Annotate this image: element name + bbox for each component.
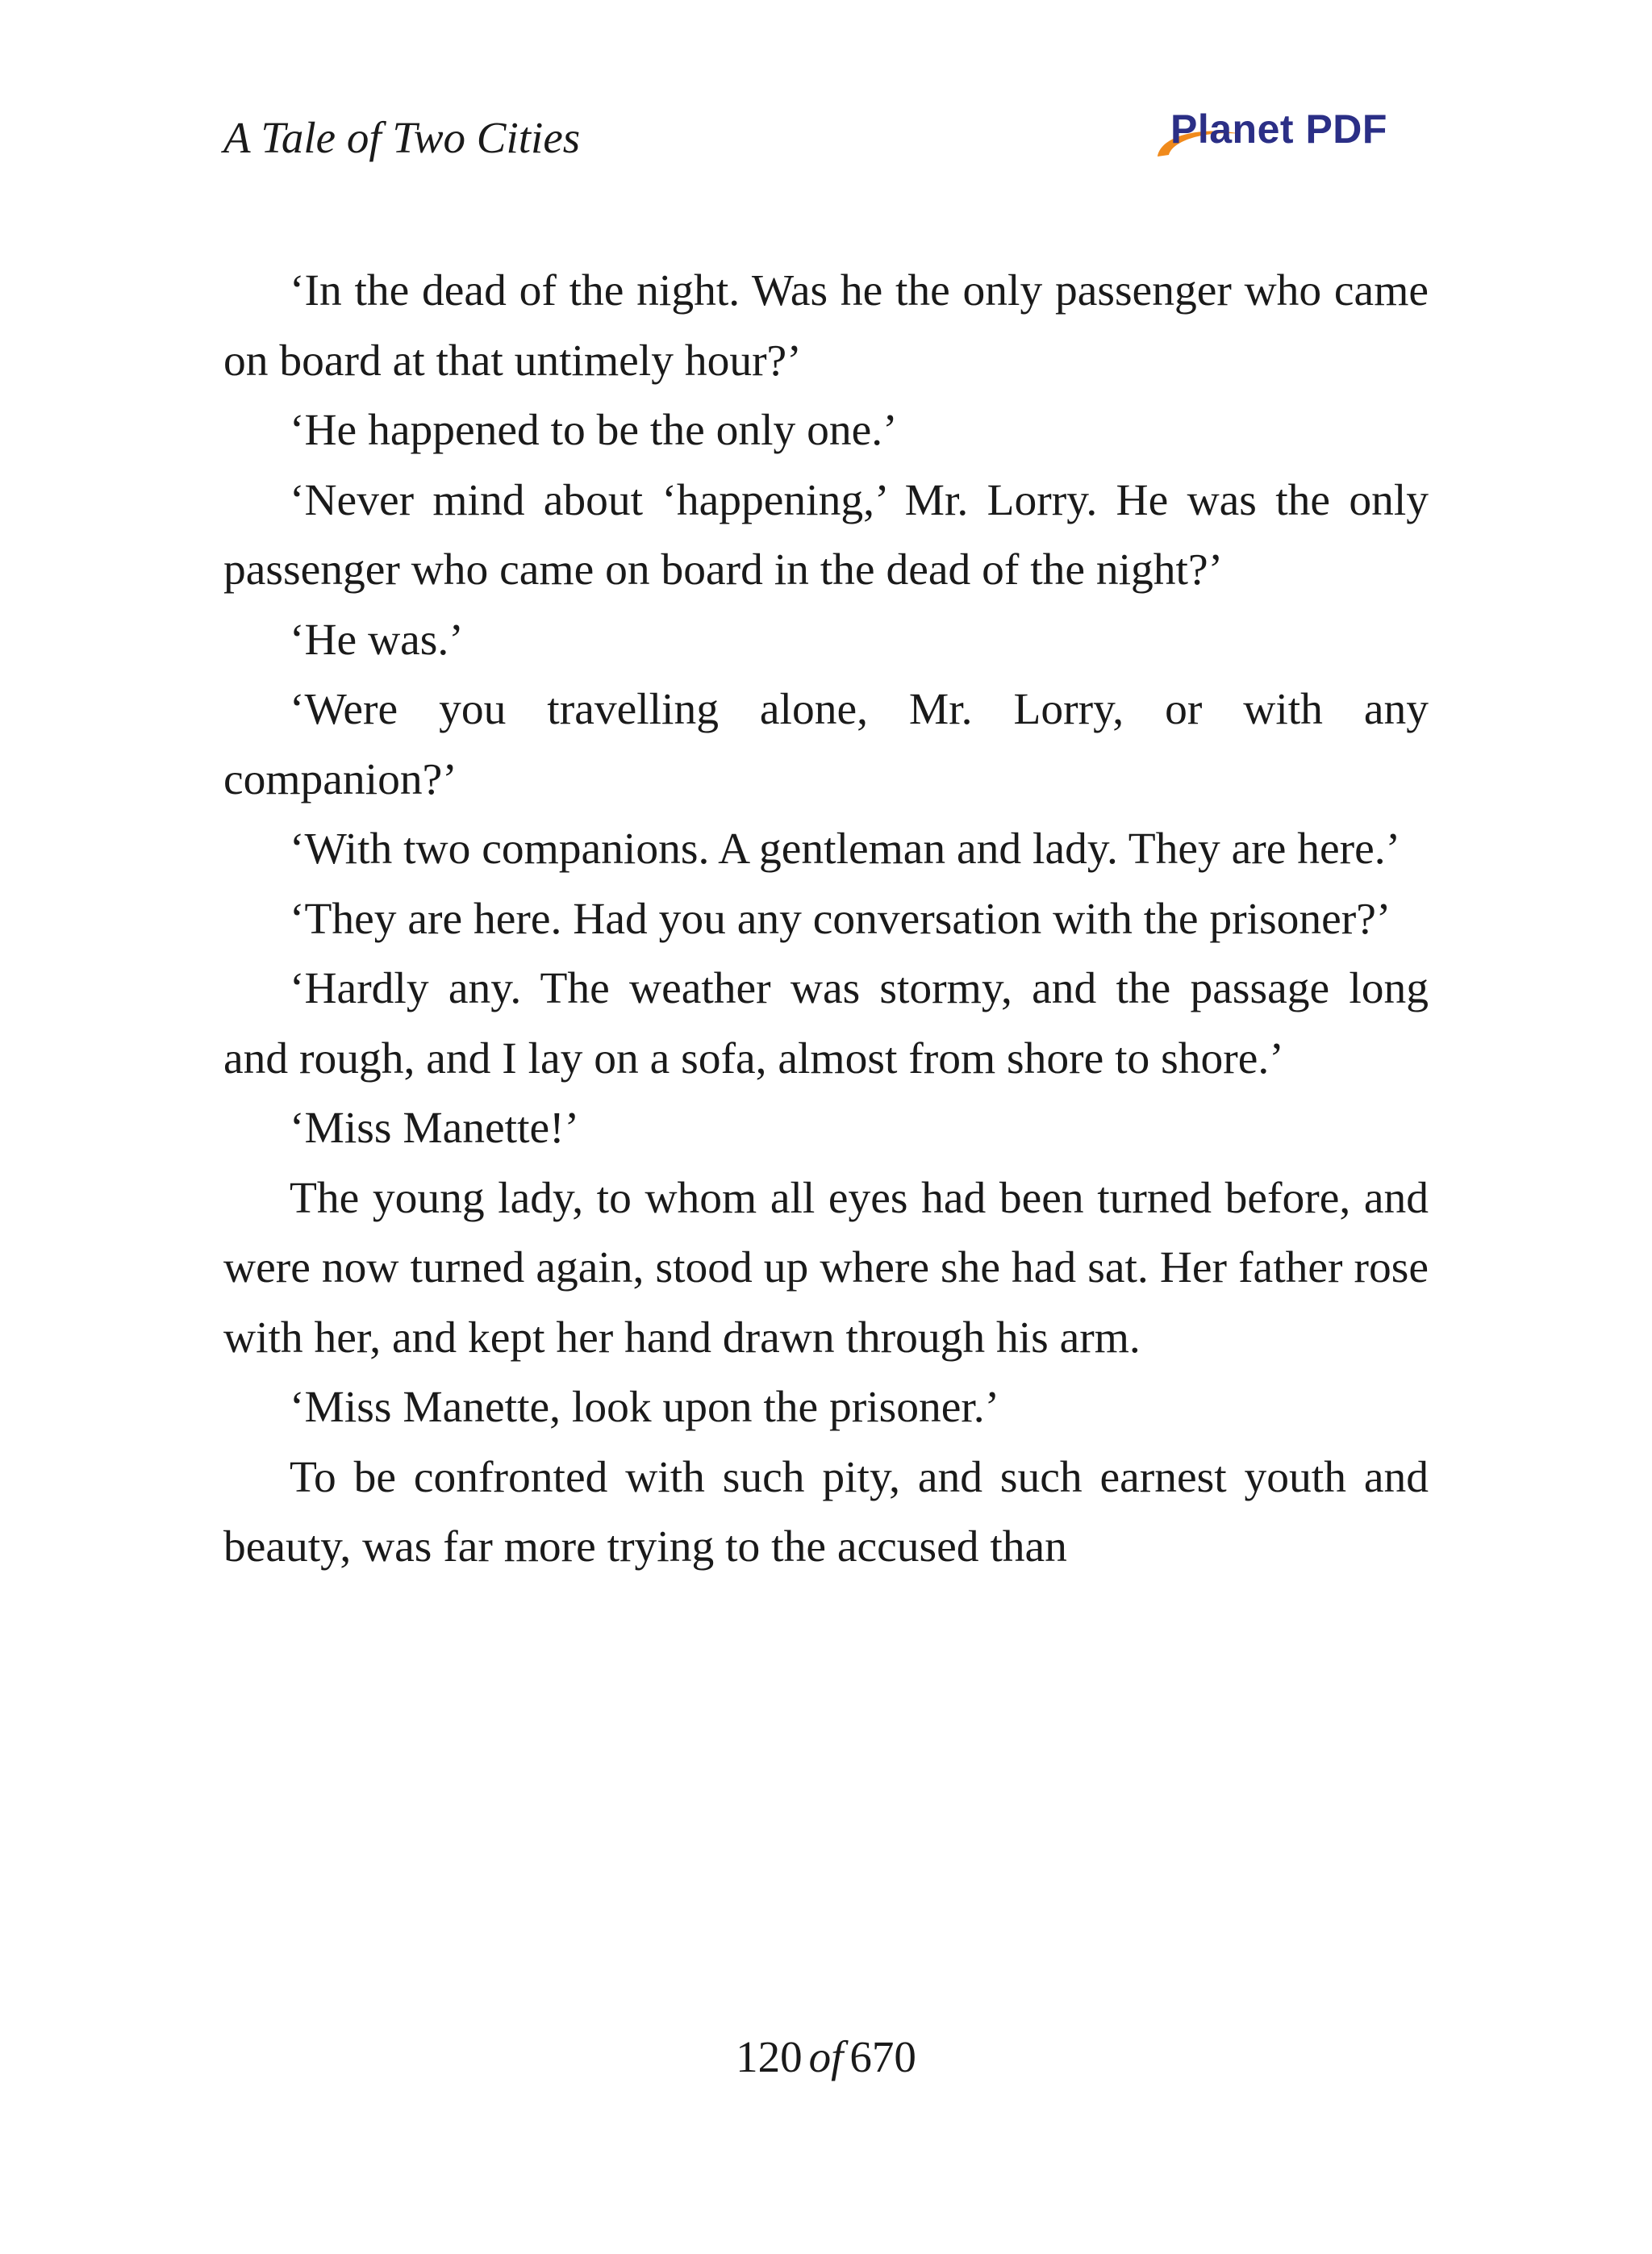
page-number: 120 [736,2032,803,2081]
paragraph: ‘Miss Manette, look upon the prisoner.’ [290,1383,1000,1432]
page-body [223,257,1429,1583]
page-header [223,103,1429,176]
book-title: A Tale of Two Cities [223,113,581,162]
paragraph: ‘He was.’ [290,615,464,665]
paragraph: ‘With two companions. A gentleman and lady. They are here.’ [290,824,1401,874]
paragraph: ‘Never mind about ‘happening,’ Mr. Lorry. He was the only passenger who came on board in the dead of the night?’ [223,475,1429,595]
paragraph: ‘In the dead of the night. Was he the only passenger who came on board at that untimely hour?’ [223,266,1429,386]
paragraph: ‘Were you travelling alone, Mr. Lorry, or with any companion?’ [223,685,1429,804]
paragraph: To be confronted with such pity, and such earnest youth and beauty, was far more trying to the accused than [223,1452,1429,1572]
paragraph: The young lady, to whom all eyes had been turned before, and were now turned again, stood up where she had sat. Her father rose with her, and kept her hand drawn through his arm. [223,1173,1429,1363]
total-pages: 670 [849,2032,916,2081]
paragraph: ‘Hardly any. The weather was stormy, and the passage long and rough, and I lay on a sofa, almost from shore to shore.’ [223,964,1429,1083]
paragraph: ‘He happened to be the only one.’ [290,406,898,455]
paragraph: ‘Miss Manette!’ [290,1104,580,1153]
page-of-label: of [808,2032,844,2081]
page-footer [0,2029,1652,2085]
paragraph: ‘They are here. Had you any conversation with the prisoner?’ [290,894,1391,944]
planet-pdf-logo [1153,103,1419,168]
logo-text: Planet PDF [1170,106,1387,152]
